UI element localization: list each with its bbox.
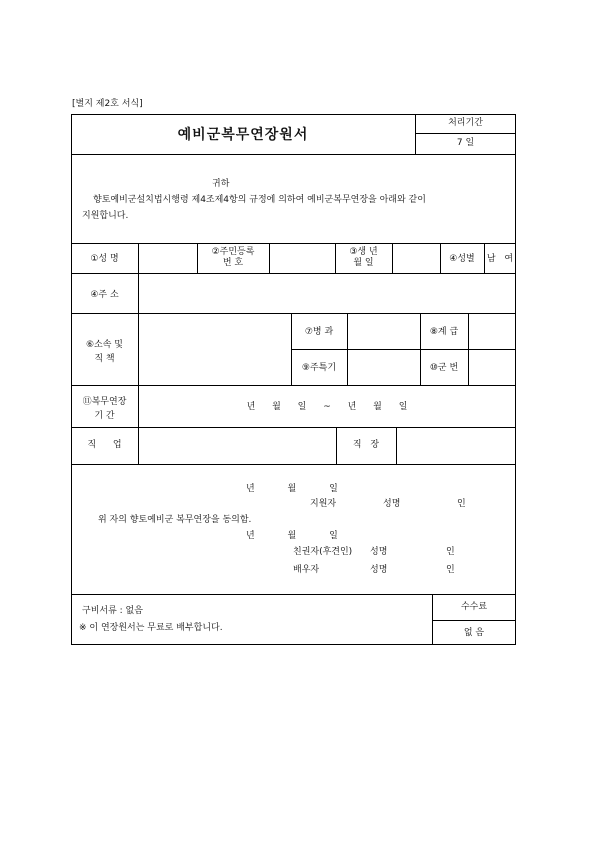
consent-text: 위 자의 향토예비군 복무연장을 동의함.	[98, 515, 252, 525]
addressee: 귀하	[212, 179, 230, 189]
affiliation-label: ⑥소속 및 직 책	[85, 340, 123, 364]
guardian-label: 친권자(후견인)	[293, 547, 353, 557]
address-field[interactable]	[139, 274, 515, 312]
name-label: ①성 명	[90, 254, 119, 264]
application-date[interactable]: 년 월 일	[246, 484, 338, 494]
consent-date[interactable]: 년 월 일	[246, 531, 338, 541]
workplace-field[interactable]	[397, 428, 515, 463]
intro-text-line1: 향토예비군설치법시행령 제4조제4항의 규정에 의하여 예비군복무연장을 아래와 같이	[93, 195, 426, 205]
extension-period-label: ⑪복무연장 기 간	[82, 397, 127, 421]
intro-text-line2: 지원합니다.	[82, 211, 129, 221]
sex-value[interactable]: 남 여	[486, 254, 514, 264]
occupation-field[interactable]	[139, 428, 335, 463]
affiliation-field[interactable]	[139, 314, 290, 384]
applicant-name-label: 성명	[383, 499, 401, 509]
service-number-field[interactable]	[469, 350, 515, 384]
free-distribution-note: ※ 이 연장원서는 무료로 배부합니다.	[79, 623, 223, 633]
occupation-label: 직 업	[87, 440, 122, 450]
branch-field[interactable]	[348, 314, 419, 348]
guardian-name-label: 성명	[370, 547, 388, 557]
form-number: [별지 제2호 서식]	[72, 99, 143, 109]
applicant-label: 지원자	[310, 499, 337, 509]
resident-number-field[interactable]	[270, 244, 334, 272]
spouse-seal[interactable]: 인	[446, 565, 455, 575]
spouse-name-label: 성명	[370, 565, 388, 575]
rank-label: ⑧계 급	[429, 327, 459, 337]
resident-number-label: ②주민등록 번 호	[211, 247, 255, 268]
processing-period-value: 7 일	[456, 138, 475, 148]
form-title: 예비군복무연장원서	[177, 127, 309, 143]
birth-label: ③생 년 월 일	[349, 247, 378, 268]
guardian-seal[interactable]: 인	[446, 547, 455, 557]
applicant-seal[interactable]: 인	[457, 499, 466, 509]
address-label: ④주 소	[90, 290, 119, 300]
specialty-field[interactable]	[348, 350, 419, 384]
workplace-label: 직 장	[352, 440, 380, 450]
required-documents: 구비서류 : 없음	[82, 606, 143, 616]
fee-value: 없 음	[463, 628, 485, 638]
processing-period-label: 처리기간	[448, 118, 483, 128]
birth-field[interactable]	[393, 244, 439, 272]
sex-label: ④성별	[449, 254, 475, 264]
fee-label: 수수료	[460, 602, 488, 612]
service-number-label: ⑩군 번	[429, 363, 459, 373]
name-field[interactable]	[139, 244, 196, 272]
extension-period-field[interactable]: 년 월 일 ~ 년 월 일	[246, 402, 408, 412]
rank-field[interactable]	[469, 314, 515, 348]
specialty-label: ⑨주특기	[301, 363, 337, 373]
branch-label: ⑦병 과	[304, 327, 334, 337]
spouse-label: 배우자	[293, 565, 320, 575]
